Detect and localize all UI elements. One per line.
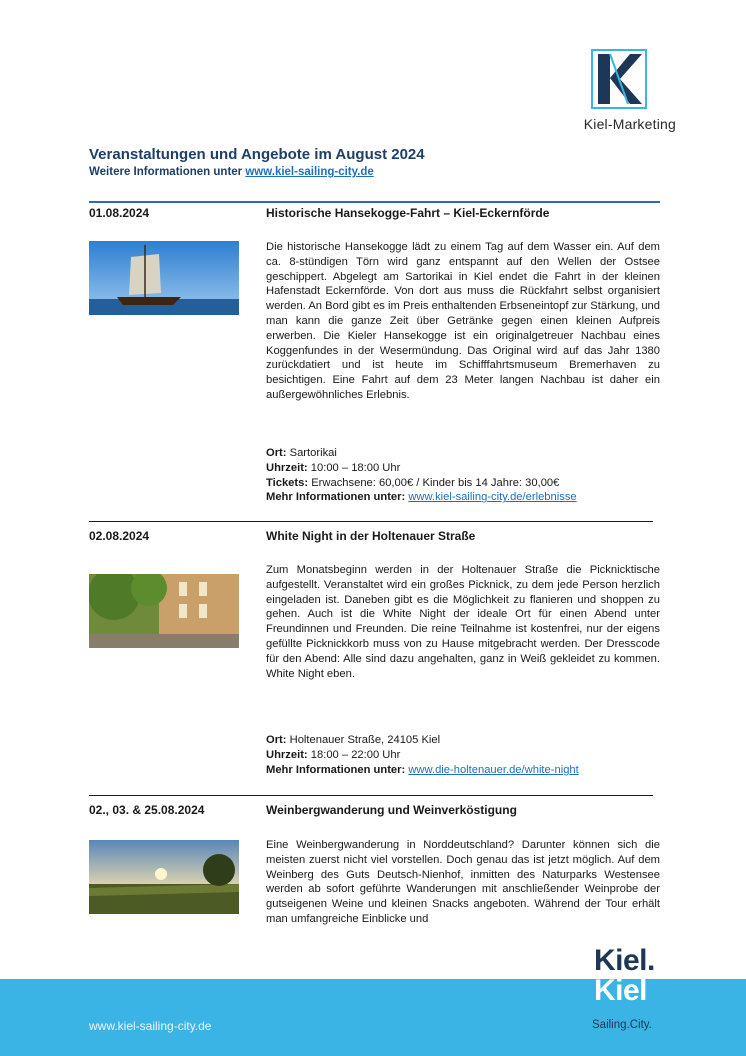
event-more: Mehr Informationen unter: www.kiel-sailing-city.de/erlebnisse	[266, 491, 577, 504]
kiel-wordmark-bottom: Kiel	[594, 974, 648, 1007]
event-title: Weinbergwanderung und Weinverköstigung	[266, 803, 517, 817]
event-time: Uhrzeit: 18:00 – 22:00 Uhr	[266, 748, 401, 761]
page-subtitle	[89, 166, 374, 178]
event-title: Historische Hansekogge-Fahrt – Kiel-Eckernförde	[266, 206, 550, 220]
event-more-link[interactable]: www.kiel-sailing-city.de/erlebnisse	[408, 491, 577, 504]
header-divider	[89, 201, 660, 203]
event-tickets: Tickets: Erwachsene: 60,00€ / Kinder bis 14 Jahre: 30,00€	[266, 476, 560, 489]
event-location: Ort: Holtenauer Straße, 24105 Kiel	[266, 734, 441, 746]
section-divider	[89, 795, 653, 796]
kiel-marketing-logo-icon	[590, 48, 648, 110]
weinberg-photo	[89, 840, 239, 914]
kiel-wordmark-top: Kiel.	[594, 944, 655, 977]
event-info	[266, 733, 666, 777]
subtitle-prefix: Weitere Informationen unter	[89, 166, 243, 178]
event-info	[266, 446, 666, 505]
subtitle-link[interactable]: www.kiel-sailing-city.de	[245, 166, 374, 178]
event-date: 01.08.2024	[89, 206, 150, 220]
event-more: Mehr Informationen unter: www.die-holtenauer.de/white-night	[266, 763, 579, 776]
event-date: 02.08.2024	[89, 529, 150, 543]
holtenauer-strasse-photo	[89, 574, 239, 648]
event-description: Die historische Hansekogge lädt zu einem Tag auf dem Wasser ein. Auf dem ca. 8-stündigen Törn wird ganz entspannt auf den Wellen der Ostsee geschippert. Abgelegt am Sartorikai in Kiel endet die Fahrt in der kleinen Hafenstadt Eckernförde. Von dort aus muss die Rückfahrt selbst organisiert werden. An Bord gibt es im Preis enthaltenden Erbseneintopf zur Stärkung, und man kann die ganze Zeit über Getränke gegen einen kleinen Aufpreis erwerben. Die Kieler Hansekogge ist ein originalgetreuer Nachbau eines Koggenfundes in der Wesermündung. Das Original wird auf das Jahr 1380 zurückdatiert und ist heute im Schifffahrtsmuseum Bremerhaven zu besichtigen. Eine Fahrt auf dem 23 Meter langen Nachbau ist daher ein außergewöhnliches Erlebnis.	[266, 241, 660, 401]
event-time: Uhrzeit: 10:00 – 18:00 Uhr	[266, 461, 401, 474]
event-more-link[interactable]: www.die-holtenauer.de/white-night	[408, 763, 579, 776]
footer-url[interactable]: www.kiel-sailing-city.de	[89, 1019, 212, 1033]
page-title: Veranstaltungen und Angebote im August 2024	[89, 146, 425, 163]
kiel-tagline: Sailing.City.	[592, 1019, 652, 1031]
logo-text: Kiel-Marketing	[583, 116, 676, 132]
event-description: Eine Weinbergwanderung in Norddeutschland? Darunter können sich die meisten zuerst nicht viel vorstellen. Doch genau das ist jetzt möglich. Auf dem Weinberg des Guts Deutsch-Nienhof, inmitten des Naturparks Westensee werden ab sofort geführte Wanderungen mit anschließender Weinprobe der gutseigenen Weine und kleinen Snacks angeboten. Während der Tour erhält man umfangreiche Einblicke und	[266, 839, 660, 925]
event-description: Zum Monatsbeginn werden in der Holtenauer Straße die Picknicktische aufgestellt. Veranstaltet wird ein großes Picknick, zu dem jede Person herzlich eingeladen ist. Daneben gibt es die Möglichkeit zu flanieren und shoppen zu gehen. Auch ist die White Night der ideale Ort für einen Abend unter Freundinnen und Freunden. Die reine Teilnahme ist kostenfrei, nur der eigens gefüllte Picknickkorb muss von zu Hause mitgebracht werden. Der Dresscode für den Abend: Alle sind dazu angehalten, ganz in Weiß gekleidet zu kommen. White Night eben.	[266, 564, 660, 680]
event-location: Ort: Sartorikai	[266, 447, 337, 459]
event-title: White Night in der Holtenauer Straße	[266, 529, 476, 543]
section-divider	[89, 521, 653, 522]
event-date: 02., 03. & 25.08.2024	[89, 803, 205, 817]
hansekogge-photo	[89, 241, 239, 315]
